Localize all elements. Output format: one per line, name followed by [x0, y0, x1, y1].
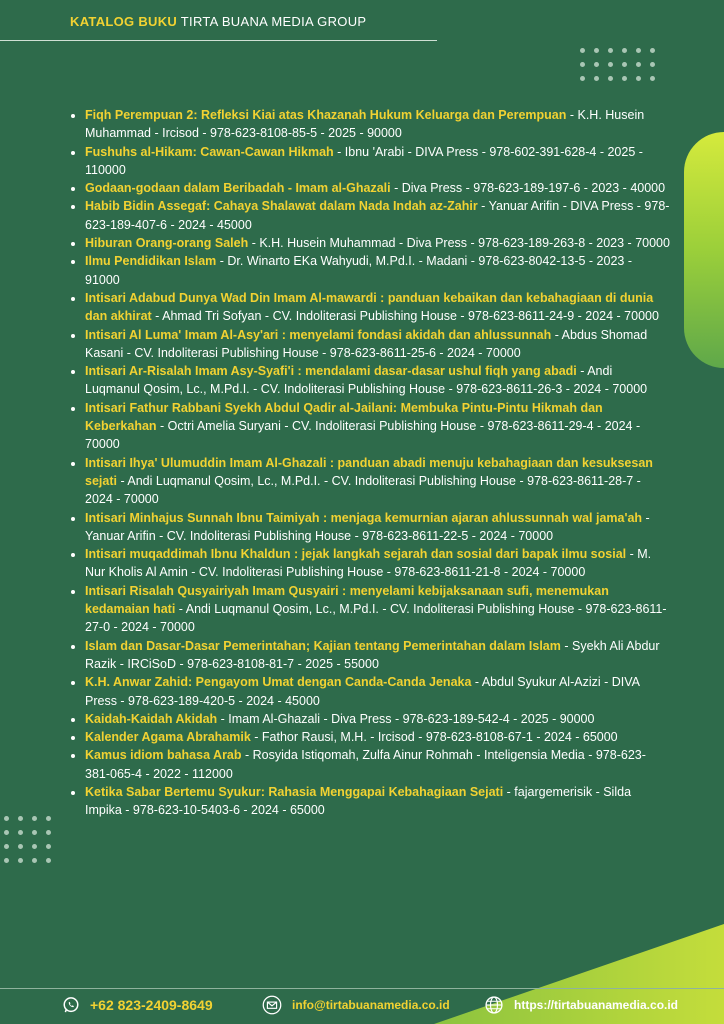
footer-website-text: https://tirtabuanamedia.co.id: [514, 998, 679, 1012]
book-title: Intisari Risalah Qusyairiyah Imam Qusyairi : menyelami kebijaksanaan sufi, menemukan kedamaian hati: [85, 583, 609, 617]
header-brand: KATALOG BUKU: [70, 14, 178, 29]
decorative-dots-top-right: [580, 48, 670, 88]
book-title: Godaan-godaan dalam Beribadah - Imam al-Ghazali: [85, 181, 391, 196]
book-details: - Rosyida Istiqomah, Zulfa Ainur Rohmah - Inteligensia Media - 978-623-381-065-4 - 2022 - 112000: [85, 748, 646, 781]
book-details: - Yanuar Arifin - CV. Indoliterasi Publishing House - 978-623-8611-22-5 - 2024 - 70000: [85, 510, 650, 543]
globe-icon: [484, 995, 504, 1015]
book-title: Kaidah-Kaidah Akidah: [85, 711, 218, 726]
book-item: [85, 582, 670, 637]
book-item: [85, 509, 670, 546]
book-title: Intisari Minhajus Sunnah Ibnu Taimiyah : menjaga kemurnian ajaran ahlussunnah wal jama'ah: [85, 510, 643, 525]
book-item: [85, 197, 670, 234]
book-title: Intisari Fathur Rabbani Syekh Abdul Qadir al-Jailani: Membuka Pintu-Pintu Hikmah dan Keberkahan: [85, 400, 603, 434]
book-details: - M. Nur Kholis Al Amin - CV. Indoliterasi Publishing House - 978-623-8611-21-8 - 2024 - 70000: [85, 547, 652, 580]
book-item: [85, 289, 670, 326]
footer-phone[interactable]: [62, 994, 213, 1016]
book-title: Fushuhs al-Hikam: Cawan-Cawan Hikmah: [85, 144, 334, 159]
book-item: [85, 545, 670, 582]
footer-divider: [0, 988, 724, 989]
book-item: [85, 637, 670, 674]
book-details: - Ibnu 'Arabi - DIVA Press - 978-602-391-628-4 - 2025 - 110000: [85, 144, 643, 177]
book-title: Ilmu Pendidikan Islam: [85, 254, 217, 269]
book-title: Islam dan Dasar-Dasar Pemerintahan; Kajian tentang Pemerintahan dalam Islam: [85, 638, 561, 653]
book-title: Intisari Al Luma' Imam Al-Asy'ari : menyelami fondasi akidah dan ahlussunnah: [85, 327, 552, 342]
book-item: [85, 106, 670, 143]
book-item: [85, 746, 670, 783]
book-item: [85, 179, 670, 197]
book-item: [85, 454, 670, 509]
book-details: - Octri Amelia Suryani - CV. Indoliterasi Publishing House - 978-623-8611-29-4 - 2024 - 70000: [85, 419, 641, 452]
book-item: [85, 143, 670, 180]
book-item: [85, 673, 670, 710]
mail-icon: [262, 995, 282, 1015]
book-details: - fajargemerisik - Silda Impika - 978-623-10-5403-6 - 2024 - 65000: [85, 784, 632, 818]
whatsapp-icon: [62, 996, 80, 1014]
book-details: - Abdul Syukur Al-Azizi - DIVA Press - 978-623-189-420-5 - 2024 - 45000: [85, 675, 640, 708]
decorative-green-shape: [684, 132, 724, 368]
book-title: Intisari Ar-Risalah Imam Asy-Syafi'i : mendalami dasar-dasar ushul fiqh yang abadi: [85, 364, 577, 379]
book-item: [85, 728, 670, 746]
book-item: [85, 783, 670, 820]
book-details: - Abdus Shomad Kasani - CV. Indoliterasi Publishing House - 978-623-8611-25-6 - 2024 - 70000: [85, 327, 648, 360]
book-details: - Diva Press - 978-623-189-197-6 - 2023 - 40000: [390, 181, 666, 196]
book-item: [85, 362, 670, 399]
book-details: - Yanuar Arifin - DIVA Press - 978-623-189-407-6 - 2024 - 45000: [85, 199, 670, 232]
catalog-header: [70, 14, 366, 29]
book-title: Ketika Sabar Bertemu Syukur: Rahasia Menggapai Kebahagiaan Sejati: [85, 784, 504, 799]
book-item: [85, 399, 670, 454]
book-list: [67, 106, 670, 820]
header-divider: [0, 40, 437, 41]
book-details: - K.H. Husein Muhammad - Ircisod - 978-623-8108-85-5 - 2025 - 90000: [85, 108, 645, 141]
book-details: - Ahmad Tri Sofyan - CV. Indoliterasi Publishing House - 978-623-8611-24-9 - 2024 - 70000: [151, 309, 659, 324]
book-details: - Dr. Winarto EKa Wahyudi, M.Pd.I. - Madani - 978-623-8042-13-5 - 2023 - 91000: [85, 254, 632, 287]
book-details: - K.H. Husein Muhammad - Diva Press - 978-623-189-263-8 - 2023 - 70000: [248, 236, 670, 251]
footer-email[interactable]: [262, 994, 450, 1016]
book-title: K.H. Anwar Zahid: Pengayom Umat dengan Canda-Canda Jenaka: [85, 675, 472, 690]
book-details: - Andi Luqmanul Qosim, Lc., M.Pd.I. - CV. Indoliterasi Publishing House - 978-623-8611-28-7 - 2024 - 70000: [85, 473, 641, 507]
book-details: - Fathor Rausi, M.H. - Ircisod - 978-623-8108-67-1 - 2024 - 65000: [250, 730, 618, 745]
book-item: [85, 710, 670, 728]
book-title: Hiburan Orang-orang Saleh: [85, 236, 249, 251]
book-title: Kalender Agama Abrahamik: [85, 730, 251, 745]
book-title: Habib Bidin Assegaf: Cahaya Shalawat dalam Nada Indah az-Zahir: [85, 199, 478, 214]
book-item: [85, 326, 670, 363]
book-title: Intisari muqaddimah Ibnu Khaldun : jejak langkah sejarah dan sosial dari bapak ilmu sosial: [85, 547, 627, 562]
footer-phone-text: +62 823-2409-8649: [90, 997, 213, 1013]
decorative-dots-left: [4, 816, 64, 876]
book-details: - Syekh Ali Abdur Razik - IRCiSoD - 978-623-8108-81-7 - 2025 - 55000: [85, 638, 660, 671]
book-title: Kamus idiom bahasa Arab: [85, 748, 242, 763]
book-item: [85, 252, 670, 289]
footer-website[interactable]: [484, 994, 678, 1016]
book-title: Intisari Adabud Dunya Wad Din Imam Al-mawardi : panduan kebaikan dan kebahagiaan di dunia dan akhirat: [85, 290, 654, 324]
book-details: - Andi Luqmanul Qosim, Lc., M.Pd.I. - CV. Indoliterasi Publishing House - 978-623-8611-27-0 - 2024 - 70000: [85, 602, 667, 635]
book-details: - Andi Luqmanul Qosim, Lc., M.Pd.I. - CV. Indoliterasi Publishing House - 978-623-8611-26-3 - 2024 - 70000: [85, 364, 648, 397]
book-details: - Imam Al-Ghazali - Diva Press - 978-623-189-542-4 - 2025 - 90000: [217, 711, 595, 726]
header-company: TIRTA BUANA MEDIA GROUP: [177, 14, 367, 29]
book-item: [85, 234, 670, 252]
book-title: Fiqh Perempuan 2: Refleksi Kiai atas Khazanah Hukum Keluarga dan Perempuan: [85, 108, 567, 122]
book-title: Intisari Ihya' Ulumuddin Imam Al-Ghazali : panduan abadi menuju kebahagiaan dan kesuksesan sejati: [85, 455, 653, 488]
footer-email-text: info@tirtabuanamedia.co.id: [292, 998, 450, 1012]
